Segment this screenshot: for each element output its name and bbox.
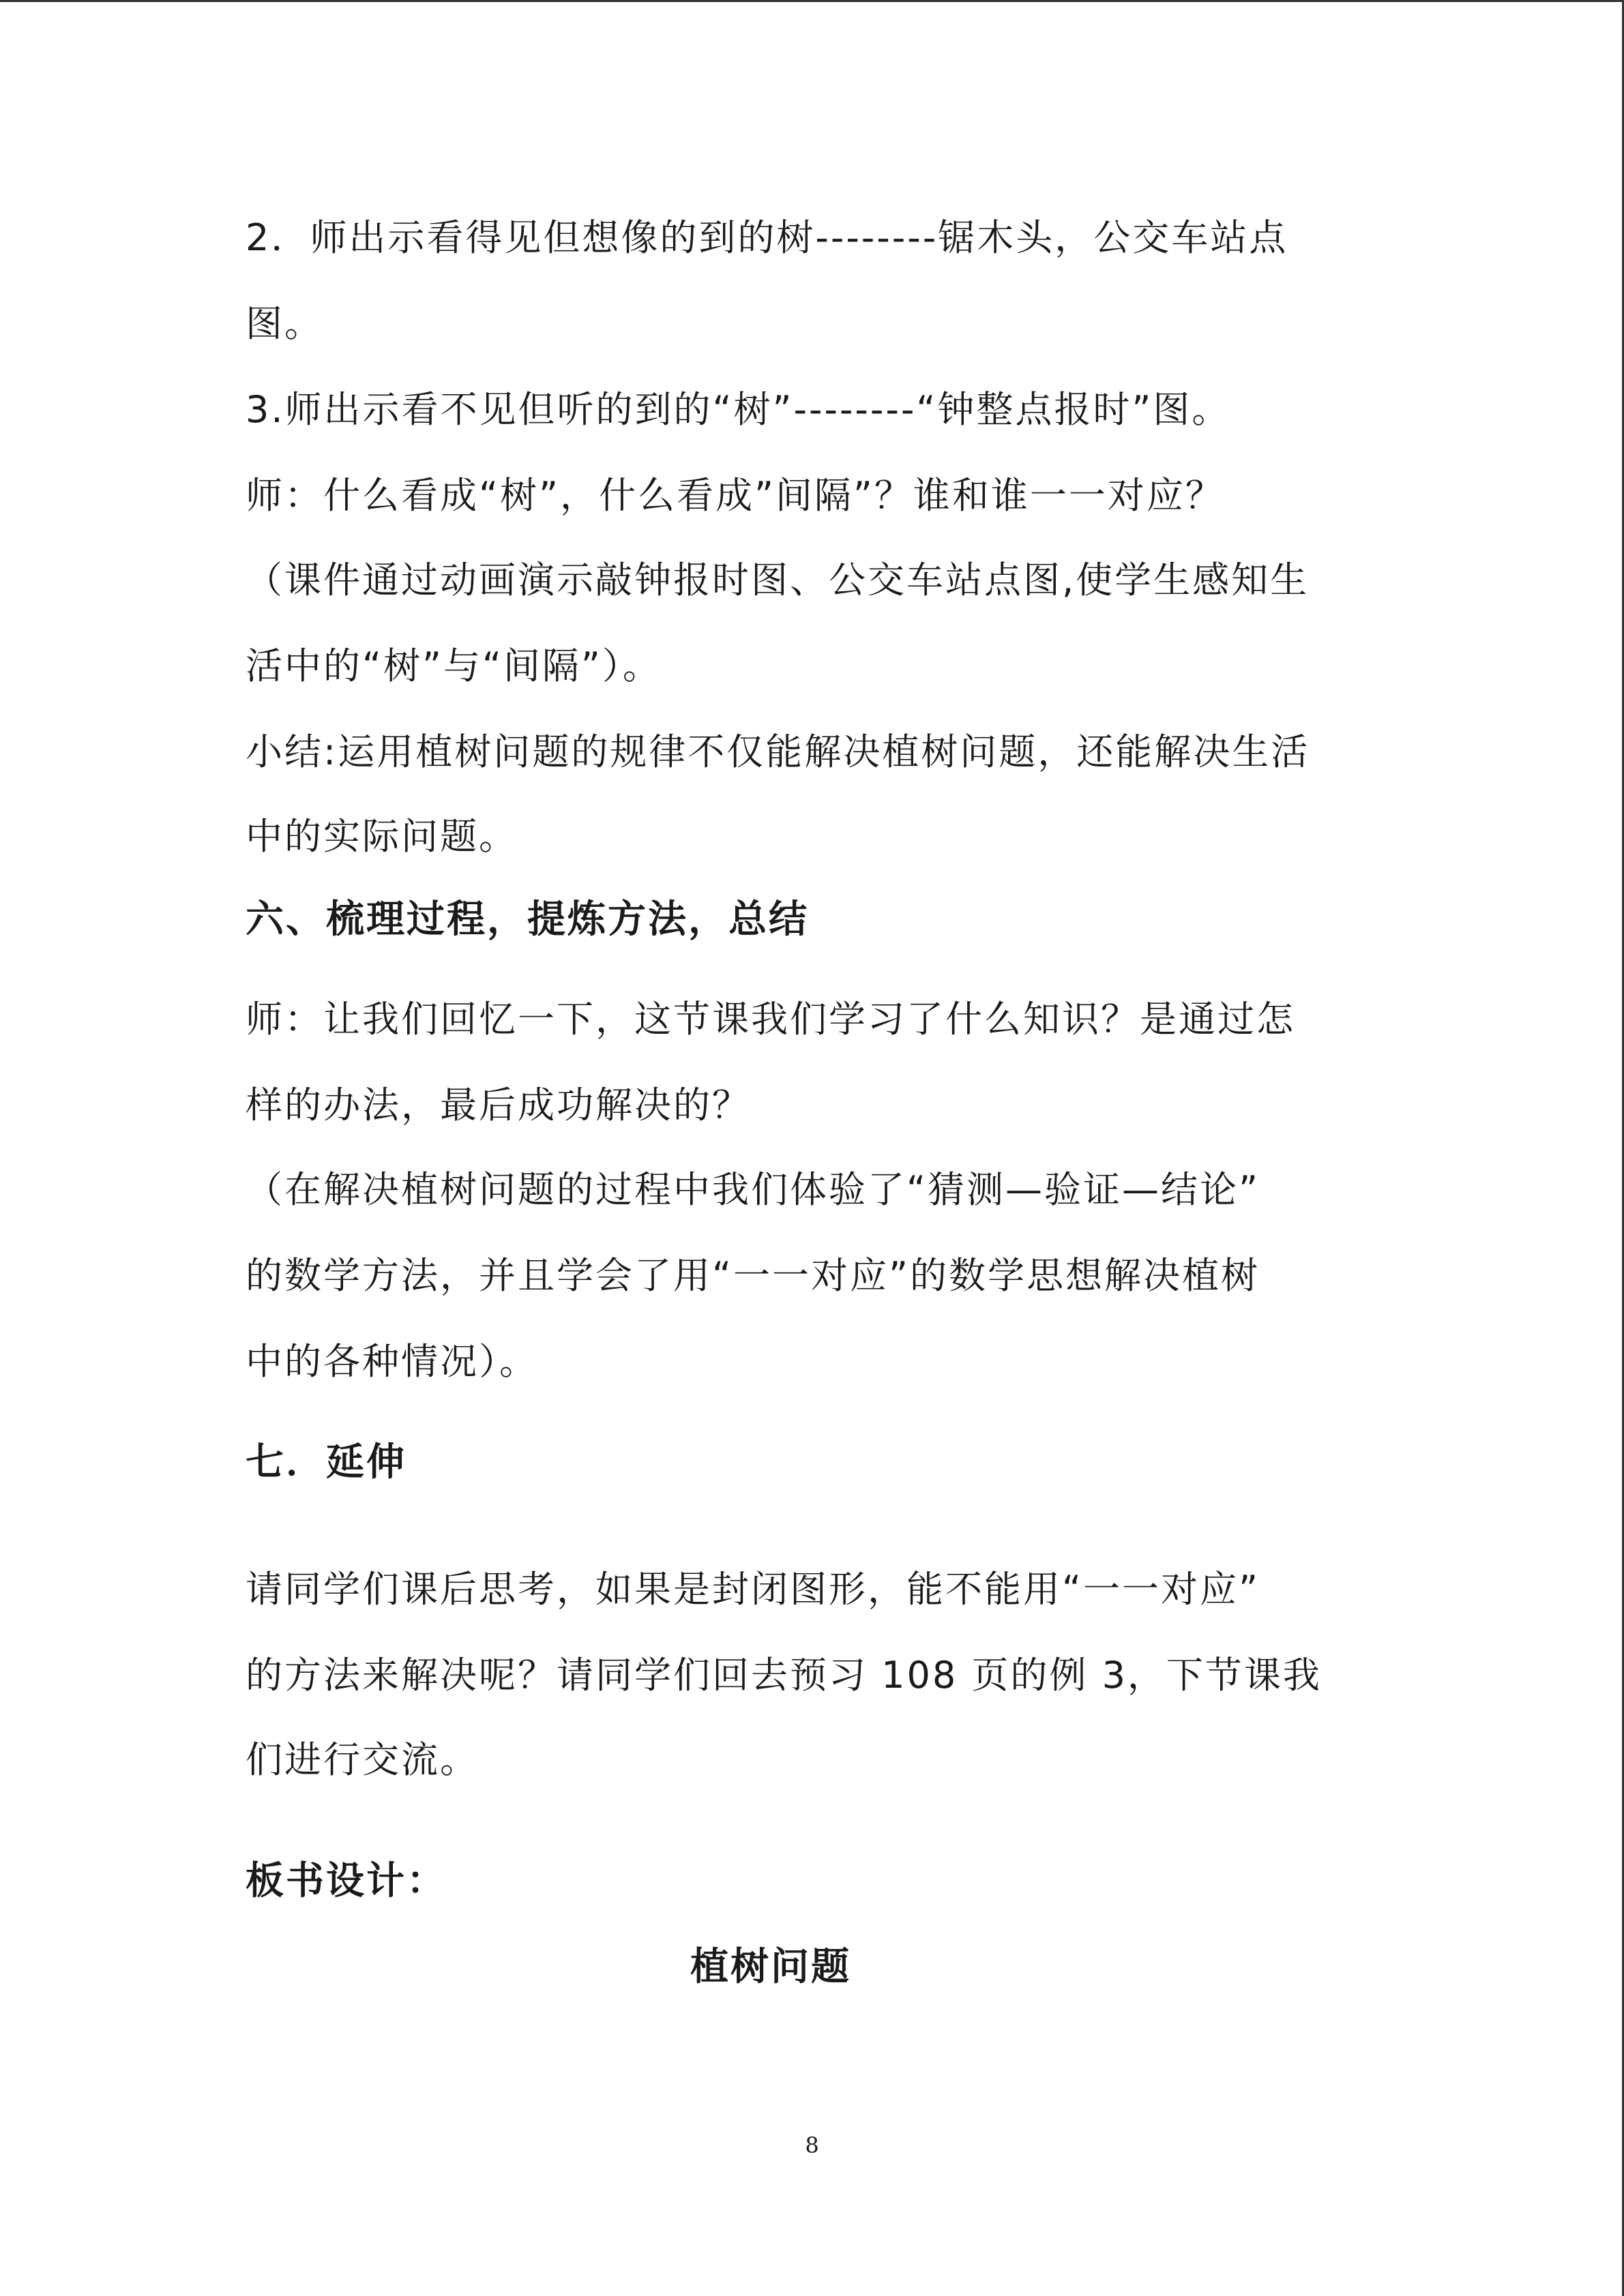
section-heading-seven: 七．延伸 xyxy=(246,1440,407,1485)
board-title: 植树问题 xyxy=(690,1945,851,1989)
body-line: 样的办法，最后成功解决的？ xyxy=(246,1084,751,1127)
section-heading-six: 六、梳理过程，提炼方法，总结 xyxy=(246,897,809,942)
board-design-label: 板书设计： xyxy=(246,1859,447,1903)
body-line: 师：什么看成“树”，什么看成”间隔”？谁和谁一一对应？ xyxy=(246,474,1224,517)
body-line: 中的各种情况）。 xyxy=(246,1340,538,1383)
page-number: 8 xyxy=(805,2132,819,2158)
body-line: 师：让我们回忆一下，这节课我们学习了什么知识？是通过怎 xyxy=(246,998,1295,1041)
body-line: 活中的“树”与“间隔”）。 xyxy=(246,644,662,687)
body-line: （课件通过动画演示敲钟报时图、公交车站点图,使学生感知生 xyxy=(246,558,1310,601)
body-line: 小结:运用植树问题的规律不仅能解决植树问题，还能解决生活 xyxy=(246,730,1310,773)
body-line: 中的实际问题。 xyxy=(246,815,518,858)
body-line: 请同学们课后思考，如果是封闭图形，能不能用“一一对应” xyxy=(246,1568,1260,1611)
body-line: 图。 xyxy=(246,302,323,345)
body-line: 们进行交流。 xyxy=(246,1738,479,1781)
body-line: 的方法来解决呢？请同学们回去预习 108 页的例 3，下节课我 xyxy=(246,1654,1322,1697)
body-line: （在解决植树问题的过程中我们体验了“猜测—验证—结论” xyxy=(246,1168,1260,1211)
body-line: 的数学方法，并且学会了用“一一对应”的数学思想解决植树 xyxy=(246,1254,1260,1297)
body-line: 2．师出示看得见但想像的到的树--------锯木头，公交车站点 xyxy=(246,216,1288,259)
body-line: 3.师出示看不见但听的到的“树”--------“钟整点报时”图。 xyxy=(246,388,1231,431)
